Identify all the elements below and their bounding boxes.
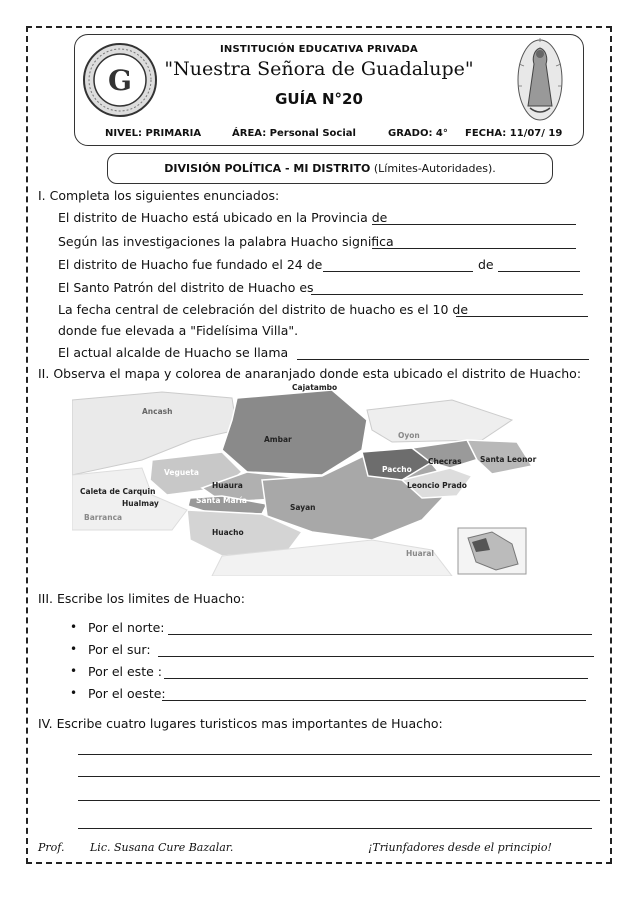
area-label: ÁREA: Personal Social [232,128,356,139]
map-label: Huacho [212,528,244,537]
limit-oeste: Por el oeste: [88,686,166,701]
answer-line-norte[interactable] [168,634,592,635]
item-fecha-central: La fecha central de celebración del distrito de huacho es el 10 de [58,302,469,317]
map-label: Santa María [196,496,247,505]
map-label: Vegueta [164,468,199,477]
guide-number: GUÍA N°20 [275,90,363,108]
answer-line-sur[interactable] [158,656,594,657]
item-alcalde: El actual alcalde de Huacho se llama [58,345,289,360]
limit-sur: Por el sur: [88,642,151,657]
answer-line-turistico-3[interactable] [78,800,600,801]
answer-line-provincia[interactable] [372,224,576,225]
topic-sub: (Límites-Autoridades). [373,162,496,175]
map-label: Hualmay [122,499,159,508]
item-provincia: El distrito de Huacho está ubicado en la Provincia de [58,210,388,225]
section4-heading: IV. Escribe cuatro lugares turisticos mas importantes de Huacho: [38,716,443,731]
map-label: Huaura [212,481,243,490]
footer-teacher: Lic. Susana Cure Bazalar. [90,841,234,854]
dot-bullet-icon: • [70,686,78,700]
map-label: Caleta de Carquin [80,487,156,496]
school-name: "Nuestra Señora de Guadalupe" [164,58,474,80]
map-label: Cajatambo [292,383,338,392]
answer-line-patron[interactable] [311,294,583,295]
institution-name: INSTITUCIÓN EDUCATIVA PRIVADA [220,44,418,55]
limit-este: Por el este : [88,664,162,679]
logo-letter: G [108,64,132,97]
answer-line-fundacion-anio[interactable] [498,271,580,272]
de-label: de [478,257,494,272]
map-label: Huaral [406,549,435,558]
footer-prof: Prof. [38,841,65,854]
item-patron: El Santo Patrón del distrito de Huacho es [58,280,314,295]
fecha-label: FECHA: 11/07/ 19 [465,128,563,139]
topic-title [107,162,553,175]
footer-motto: ¡Triunfadores desde el principio! [368,841,552,854]
section2-heading: II. Observa el mapa y colorea de anaranjado donde esta ubicado el distrito de Huacho: [38,366,582,381]
answer-line-este[interactable] [164,678,588,679]
answer-line-turistico-4[interactable] [78,828,592,829]
map-label: Leoncio Prado [407,481,467,490]
grado-label: GRADO: 4° [388,128,448,139]
dot-bullet-icon: • [70,642,78,656]
answer-line-oeste[interactable] [162,700,586,701]
item-fidelisima: donde fue elevada a "Fidelísima Villa". [58,323,299,338]
answer-line-significado[interactable] [372,248,576,249]
item-significado: Según las investigaciones la palabra Huacho significa [58,234,394,249]
answer-line-fundacion-dia[interactable] [323,271,473,272]
dot-bullet-icon: • [70,620,78,634]
item-fundacion: El distrito de Huacho fue fundado el 24 de [58,257,323,272]
dot-bullet-icon: • [70,664,78,678]
answer-line-turistico-1[interactable] [78,754,592,755]
map-label: Barranca [84,513,123,522]
section3-heading: III. Escribe los limites de Huacho: [38,591,246,606]
section1-heading: I. Completa los siguientes enunciados: [38,188,280,203]
huacho-map[interactable] [72,380,552,576]
map-label: Ancash [142,407,173,416]
map-label: Santa Leonor [480,455,537,464]
answer-line-turistico-2[interactable] [78,776,600,777]
nivel-label: NIVEL: PRIMARIA [105,128,202,139]
answer-line-fecha-central[interactable] [456,316,588,317]
map-label: Sayan [290,503,316,512]
answer-line-alcalde[interactable] [297,359,589,360]
map-label: Ambar [264,435,292,444]
limit-norte: Por el norte: [88,620,165,635]
map-label: Paccho [382,465,412,474]
topic-main: DIVISIÓN POLÍTICA - MI DISTRITO [164,162,371,175]
map-label: Checras [428,457,462,466]
map-label: Oyon [398,431,420,440]
